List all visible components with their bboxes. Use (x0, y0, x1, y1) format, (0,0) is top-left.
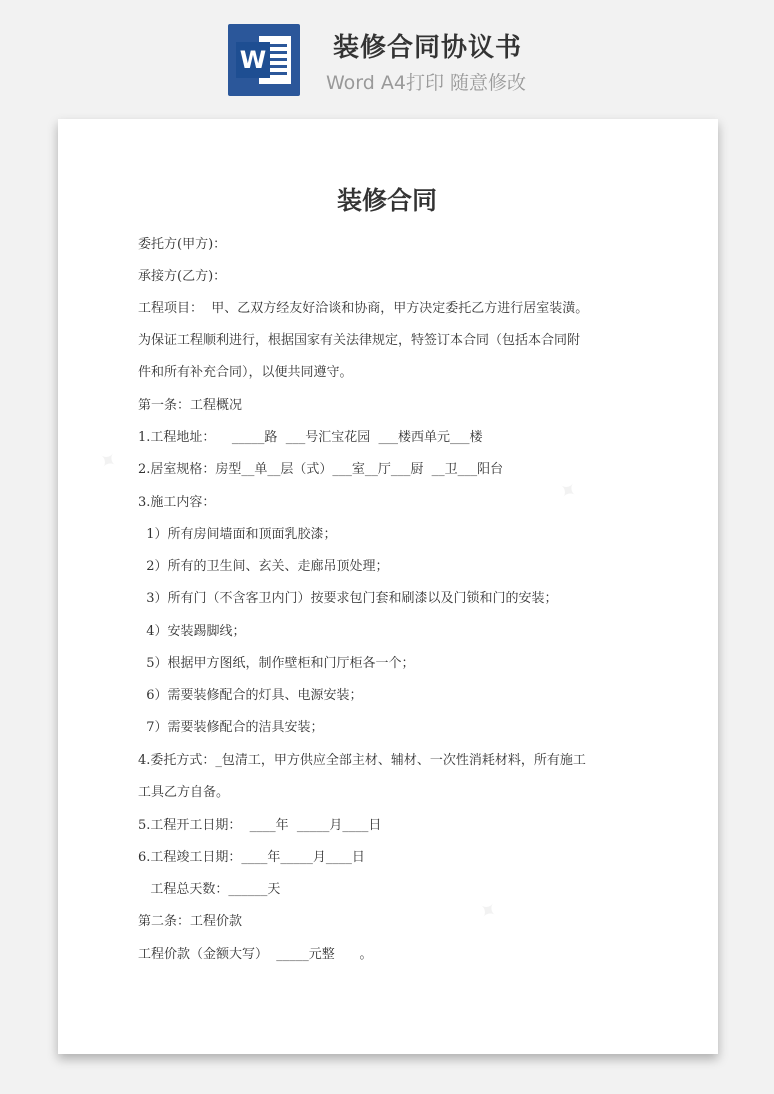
list-item: 2）所有的卫生间、玄关、走廊吊顶处理； (138, 559, 389, 574)
section-heading: 第二条：工程价款 (138, 914, 243, 929)
doc-line: 委托方(甲方)： (138, 237, 227, 252)
list-item: 1）所有房间墙面和顶面乳胶漆； (138, 527, 337, 542)
list-item: 4）安装踢脚线； (138, 624, 246, 639)
doc-line: 工具乙方自备。 (138, 785, 230, 800)
watermark: ✦ (92, 445, 122, 478)
doc-line: 6.工程竣工日期：____年_____月____日 (138, 850, 365, 865)
list-item: 5）根据甲方图纸，制作壁柜和门厅柜各一个； (138, 656, 415, 671)
doc-line: 工程总天数：______天 (138, 882, 281, 897)
header-subtitle: Word A4打印 随意修改 (326, 72, 527, 94)
document-title: 装修合同 (336, 186, 437, 215)
watermark: ✦ (472, 895, 502, 928)
doc-line: 承接方(乙方)： (138, 269, 227, 284)
doc-line: 2.居室规格：房型__单__层（式）___室__厅___厨 __卫___阳台 (138, 462, 504, 477)
list-item: 7）需要装修配合的洁具安装； (138, 720, 324, 735)
doc-line: 工程价款（金额大写） _____元整 。 (138, 947, 373, 962)
word-document-icon (228, 24, 300, 96)
doc-line: 工程项目： 甲、乙双方经友好洽谈和协商，甲方决定委托乙方进行居室装潢。 (138, 301, 589, 316)
doc-line: 为保证工程顺利进行，根据国家有关法律规定，特签订本合同（包括本合同附 (138, 333, 581, 348)
doc-line: 1.工程地址： _____路 ___号汇宝花园 ___楼西单元___楼 (138, 430, 483, 445)
list-item: 6）需要装修配合的灯具、电源安装； (138, 688, 363, 703)
section-heading: 第一条：工程概况 (138, 398, 243, 413)
word-letter-badge: W (236, 42, 270, 78)
doc-line: 件和所有补充合同），以便共同遵守。 (138, 365, 353, 380)
doc-line: 5.工程开工日期： ____年 _____月____日 (138, 818, 382, 833)
list-item: 3）所有门（不含客卫内门）按要求包门套和刷漆以及门锁和门的安装； (138, 591, 558, 606)
header-title: 装修合同协议书 (333, 33, 523, 63)
page-header (0, 0, 774, 112)
doc-line: 4.委托方式：_包清工，甲方供应全部主材、辅材、一次性消耗材料，所有施工 (138, 753, 586, 768)
watermark: ✦ (552, 475, 582, 508)
doc-line: 3.施工内容： (138, 495, 216, 510)
